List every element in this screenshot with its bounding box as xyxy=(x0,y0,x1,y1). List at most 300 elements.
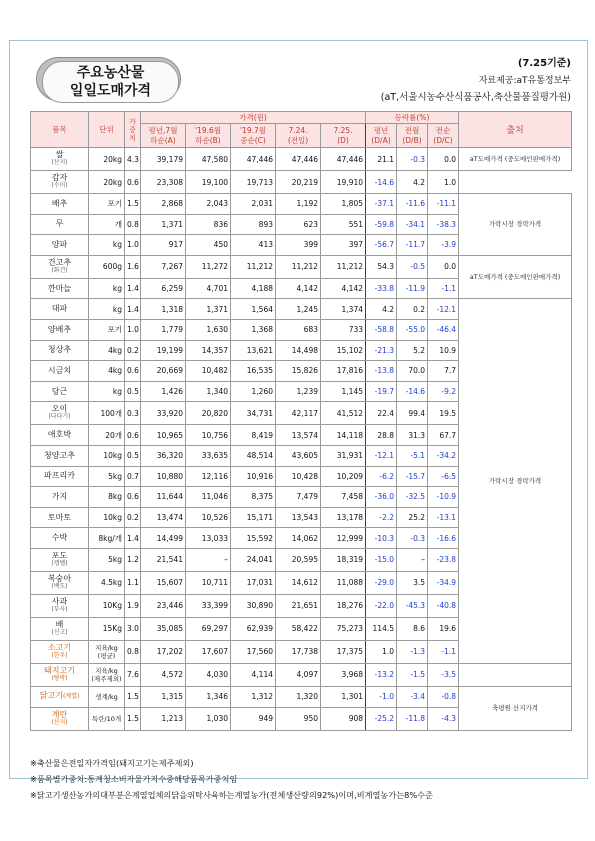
price-cell: 15,826 xyxy=(276,361,321,382)
rate-cell: 25.2 xyxy=(397,507,428,528)
rate-cell: -11.1 xyxy=(428,194,459,215)
price-cell: 21,541 xyxy=(141,548,186,571)
rate-cell: -1.0 xyxy=(366,686,397,707)
price-cell: 10,526 xyxy=(186,507,231,528)
rate-cell: -32.5 xyxy=(397,487,428,508)
price-cell: 399 xyxy=(276,235,321,256)
rate-cell: -56.7 xyxy=(366,235,397,256)
price-cell: 1,260 xyxy=(231,381,276,402)
item-name: 배추 xyxy=(31,194,89,215)
price-cell: 413 xyxy=(231,235,276,256)
price-cell: 12,999 xyxy=(321,528,366,549)
price-cell: 1,426 xyxy=(141,381,186,402)
price-cell: 1,239 xyxy=(276,381,321,402)
price-cell: 4,572 xyxy=(141,663,186,686)
table-row xyxy=(31,148,572,171)
price-cell: 4,701 xyxy=(186,278,231,299)
rate-cell: -13.1 xyxy=(428,507,459,528)
price-cell: 1,245 xyxy=(276,299,321,320)
rate-cell: 19.6 xyxy=(428,617,459,640)
price-cell: 17,816 xyxy=(321,361,366,382)
rate-cell: 21.1 xyxy=(366,148,397,171)
price-cell: 397 xyxy=(321,235,366,256)
price-cell: 551 xyxy=(321,214,366,235)
source-cell: 축평원 산지가격 xyxy=(459,686,572,730)
price-cell: 36,320 xyxy=(141,445,186,466)
price-cell: 20,595 xyxy=(276,548,321,571)
rate-cell: -59.8 xyxy=(366,214,397,235)
rate-cell: 114.5 xyxy=(366,617,397,640)
rate-cell: -40.8 xyxy=(428,594,459,617)
rate-cell: -36.0 xyxy=(366,487,397,508)
price-cell: 14,062 xyxy=(276,528,321,549)
item-name: 가지 xyxy=(31,487,89,508)
item-weight: 0.2 xyxy=(125,340,141,361)
item-weight: 1.6 xyxy=(125,255,141,278)
price-cell: 908 xyxy=(321,707,366,730)
price-cell: 30,890 xyxy=(231,594,276,617)
price-cell: 16,535 xyxy=(231,361,276,382)
rate-cell: -1.1 xyxy=(428,640,459,663)
item-weight: 0.6 xyxy=(125,425,141,446)
footnote-1: ※축산물은전일자가격임(돼지고기는제주제외) xyxy=(30,758,194,768)
price-cell: 10,880 xyxy=(141,466,186,487)
rate-cell: -6.2 xyxy=(366,466,397,487)
header-price-col-0: 평년,7월 하순(A) xyxy=(141,124,186,148)
price-cell: 11,212 xyxy=(321,255,366,278)
price-cell: 1,371 xyxy=(141,214,186,235)
item-unit: 지육/kg (제주제외) xyxy=(89,663,125,686)
rate-cell: -13.8 xyxy=(366,361,397,382)
price-cell: 47,446 xyxy=(231,148,276,171)
rate-cell: -11.9 xyxy=(397,278,428,299)
price-cell: 1,301 xyxy=(321,686,366,707)
item-weight: 1.2 xyxy=(125,548,141,571)
price-cell: 1,318 xyxy=(141,299,186,320)
header-source: 출처 xyxy=(459,112,572,148)
rate-cell: 67.7 xyxy=(428,425,459,446)
title-line-1: 주요농산물 xyxy=(76,65,145,81)
item-unit: 100개 xyxy=(89,402,125,425)
header-unit: 단위 xyxy=(89,112,125,148)
price-cell: 2,868 xyxy=(141,194,186,215)
price-cell: 1,340 xyxy=(186,381,231,402)
item-weight: 0.7 xyxy=(125,466,141,487)
item-weight: 1.4 xyxy=(125,278,141,299)
rate-cell: 0.2 xyxy=(397,299,428,320)
footnote-3: ※닭고기생산농가의대부분은계열업체의닭을위탁사육하는계열농가(전체생산량의92%)이며,비계열농가는8%수준 xyxy=(30,790,433,800)
header-price-group: 가격(원) xyxy=(141,112,366,124)
item-weight: 1.5 xyxy=(125,686,141,707)
rate-cell: -23.8 xyxy=(428,548,459,571)
price-cell: 19,100 xyxy=(186,171,231,194)
price-cell: 14,499 xyxy=(141,528,186,549)
rate-cell: -45.3 xyxy=(397,594,428,617)
price-cell: 4,097 xyxy=(276,663,321,686)
price-cell: 19,199 xyxy=(141,340,186,361)
item-name: 오이 (다다기) xyxy=(31,402,89,425)
price-cell: 13,574 xyxy=(276,425,321,446)
item-name: 애호박 xyxy=(31,425,89,446)
item-weight: 1.4 xyxy=(125,299,141,320)
price-cell: 1,374 xyxy=(321,299,366,320)
price-cell: 14,357 xyxy=(186,340,231,361)
price-cell: 13,474 xyxy=(141,507,186,528)
item-unit: 특란/10개 xyxy=(89,707,125,730)
rate-cell: -12.1 xyxy=(366,445,397,466)
price-cell: 17,202 xyxy=(141,640,186,663)
price-cell: 4,030 xyxy=(186,663,231,686)
item-name: 토마토 xyxy=(31,507,89,528)
rate-cell: 1.0 xyxy=(366,640,397,663)
table-row xyxy=(31,194,572,215)
footnote-2: ※품목별가중치:통계청소비자물가지수중해당품목가중치임 xyxy=(30,774,238,784)
price-cell: 35,085 xyxy=(141,617,186,640)
item-unit: 5kg xyxy=(89,466,125,487)
price-cell: 14,498 xyxy=(276,340,321,361)
rate-cell: -55.0 xyxy=(397,319,428,340)
price-cell: 1,312 xyxy=(231,686,276,707)
price-cell: – xyxy=(186,548,231,571)
item-unit: 4.5kg xyxy=(89,571,125,594)
rate-cell: 5.2 xyxy=(397,340,428,361)
price-cell: 10,428 xyxy=(276,466,321,487)
price-cell: 450 xyxy=(186,235,231,256)
item-unit: 생계/kg xyxy=(89,686,125,707)
item-name: 깐마늘 xyxy=(31,278,89,299)
price-cell: 950 xyxy=(276,707,321,730)
price-cell: 683 xyxy=(276,319,321,340)
price-cell: 13,178 xyxy=(321,507,366,528)
rate-cell: -34.2 xyxy=(428,445,459,466)
price-cell: 10,756 xyxy=(186,425,231,446)
price-cell: 31,931 xyxy=(321,445,366,466)
price-cell: 7,479 xyxy=(276,487,321,508)
item-name: 당근 xyxy=(31,381,89,402)
item-weight: 0.8 xyxy=(125,214,141,235)
price-cell: 12,116 xyxy=(186,466,231,487)
header-price-col-2: '19.7월 중순(C) xyxy=(231,124,276,148)
price-cell: 18,319 xyxy=(321,548,366,571)
price-cell: 17,560 xyxy=(231,640,276,663)
price-cell: 1,030 xyxy=(186,707,231,730)
item-weight: 3.0 xyxy=(125,617,141,640)
item-weight: 1.0 xyxy=(125,235,141,256)
rate-cell: – xyxy=(397,548,428,571)
price-cell: 8,419 xyxy=(231,425,276,446)
item-unit: 20kg xyxy=(89,148,125,171)
item-name: 포도 (캠벨) xyxy=(31,548,89,571)
price-cell: 14,612 xyxy=(276,571,321,594)
item-name: 감자 (수미) xyxy=(31,171,89,194)
price-cell: 20,820 xyxy=(186,402,231,425)
rate-cell: -19.7 xyxy=(366,381,397,402)
price-cell: 43,605 xyxy=(276,445,321,466)
item-name: 무 xyxy=(31,214,89,235)
price-cell: 24,041 xyxy=(231,548,276,571)
rate-cell: -4.3 xyxy=(428,707,459,730)
rate-cell: -10.9 xyxy=(428,487,459,508)
item-name: 파프리카 xyxy=(31,466,89,487)
table-row xyxy=(31,255,572,278)
price-cell: 33,635 xyxy=(186,445,231,466)
price-cell: 4,142 xyxy=(321,278,366,299)
item-weight: 1.5 xyxy=(125,194,141,215)
price-cell: 42,117 xyxy=(276,402,321,425)
item-weight: 0.6 xyxy=(125,487,141,508)
title-line-2: 일일도매가격 xyxy=(69,83,152,99)
rate-cell: -13.2 xyxy=(366,663,397,686)
price-cell: 4,188 xyxy=(231,278,276,299)
price-cell: 10,916 xyxy=(231,466,276,487)
item-weight: 1.9 xyxy=(125,594,141,617)
price-cell: 11,644 xyxy=(141,487,186,508)
rate-cell: 7.7 xyxy=(428,361,459,382)
item-unit: 4kg xyxy=(89,361,125,382)
price-cell: 1,630 xyxy=(186,319,231,340)
rate-cell: 3.5 xyxy=(397,571,428,594)
item-name: 시금치 xyxy=(31,361,89,382)
price-cell: 17,738 xyxy=(276,640,321,663)
item-weight: 1.4 xyxy=(125,528,141,549)
item-name: 돼지고기 (탕박) xyxy=(31,663,89,686)
item-name: 쌀 (산지) xyxy=(31,148,89,171)
price-cell: 19,713 xyxy=(231,171,276,194)
price-cell: 1,192 xyxy=(276,194,321,215)
price-cell: 1,320 xyxy=(276,686,321,707)
rate-cell: -11.8 xyxy=(397,707,428,730)
price-cell: 13,621 xyxy=(231,340,276,361)
item-name: 계란 (산지) xyxy=(31,707,89,730)
price-cell: 17,031 xyxy=(231,571,276,594)
item-weight: 1.0 xyxy=(125,319,141,340)
rate-cell: 8.6 xyxy=(397,617,428,640)
rate-cell: -22.0 xyxy=(366,594,397,617)
source-cell: 가락시장 경락가격 xyxy=(459,299,572,664)
price-cell: 1,145 xyxy=(321,381,366,402)
rate-cell: -37.1 xyxy=(366,194,397,215)
rate-cell: -3.5 xyxy=(428,663,459,686)
rate-cell: 70.0 xyxy=(397,361,428,382)
price-cell: 47,446 xyxy=(276,148,321,171)
price-cell: 1,368 xyxy=(231,319,276,340)
price-cell: 47,446 xyxy=(321,148,366,171)
item-unit: 10kg xyxy=(89,445,125,466)
table-row xyxy=(31,663,572,686)
price-cell: 1,805 xyxy=(321,194,366,215)
rate-cell: -1.5 xyxy=(397,663,428,686)
price-cell: 13,543 xyxy=(276,507,321,528)
price-cell: 2,031 xyxy=(231,194,276,215)
item-name: 소고기 (한우) xyxy=(31,640,89,663)
rate-cell: -2.2 xyxy=(366,507,397,528)
price-cell: 1,213 xyxy=(141,707,186,730)
rate-cell: 1.0 xyxy=(428,171,459,194)
source-cell: 가락시장 경락가격 xyxy=(459,194,572,256)
price-cell: 11,212 xyxy=(231,255,276,278)
header-rate-col-0: 평년 (D/A) xyxy=(366,124,397,148)
rate-cell: -1.3 xyxy=(397,640,428,663)
price-cell: 4,142 xyxy=(276,278,321,299)
price-cell: 21,651 xyxy=(276,594,321,617)
price-cell: 39,179 xyxy=(141,148,186,171)
price-cell: 11,212 xyxy=(276,255,321,278)
price-cell: 893 xyxy=(231,214,276,235)
item-unit: 포기 xyxy=(89,194,125,215)
rate-cell: -15.7 xyxy=(397,466,428,487)
price-cell: 41,512 xyxy=(321,402,366,425)
item-unit: 20개 xyxy=(89,425,125,446)
item-weight: 0.5 xyxy=(125,381,141,402)
price-cell: 13,033 xyxy=(186,528,231,549)
item-unit: 15Kg xyxy=(89,617,125,640)
price-cell: 6,259 xyxy=(141,278,186,299)
data-provider: 자료제공:aT유통정보부 xyxy=(478,76,571,86)
price-cell: 1,779 xyxy=(141,319,186,340)
price-cell: 917 xyxy=(141,235,186,256)
rate-cell: -46.4 xyxy=(428,319,459,340)
rate-cell: 19.5 xyxy=(428,402,459,425)
price-cell: 15,607 xyxy=(141,571,186,594)
header-rate-group: 등락률(%) xyxy=(366,112,459,124)
price-cell: 33,399 xyxy=(186,594,231,617)
item-weight: 7.6 xyxy=(125,663,141,686)
price-cell: 1,346 xyxy=(186,686,231,707)
price-cell: 62,939 xyxy=(231,617,276,640)
rate-cell: -38.3 xyxy=(428,214,459,235)
table-row xyxy=(31,171,572,194)
item-unit: 20kg xyxy=(89,171,125,194)
price-cell: 623 xyxy=(276,214,321,235)
price-cell: 10,482 xyxy=(186,361,231,382)
rate-cell: -14.6 xyxy=(397,381,428,402)
item-unit: 8kg/개 xyxy=(89,528,125,549)
price-cell: 3,968 xyxy=(321,663,366,686)
rate-cell: 54.3 xyxy=(366,255,397,278)
table-row xyxy=(31,299,572,320)
source-cell: aT도매가격 (중도매인판매가격) xyxy=(459,148,572,171)
price-cell: 1,371 xyxy=(186,299,231,320)
item-weight: 0.3 xyxy=(125,402,141,425)
price-cell: 15,592 xyxy=(231,528,276,549)
title-badge xyxy=(42,61,179,103)
header-price-col-4: 7.25. (D) xyxy=(321,124,366,148)
rate-cell: 28.8 xyxy=(366,425,397,446)
item-weight: 0.2 xyxy=(125,507,141,528)
price-cell: 7,267 xyxy=(141,255,186,278)
item-name: 복숭아 (백도) xyxy=(31,571,89,594)
date-label: (7.25기준) xyxy=(517,58,571,69)
price-cell: 23,308 xyxy=(141,171,186,194)
price-cell: 69,297 xyxy=(186,617,231,640)
price-cell: 15,171 xyxy=(231,507,276,528)
rate-cell: -3.4 xyxy=(397,686,428,707)
item-unit: 개 xyxy=(89,214,125,235)
item-unit: 지육/kg (평균) xyxy=(89,640,125,663)
rate-cell: 0.0 xyxy=(428,148,459,171)
data-sources: (aT,서울시농수산식품공사,축산물품질평가원) xyxy=(380,92,571,103)
price-cell: 23,446 xyxy=(141,594,186,617)
rate-cell: -0.3 xyxy=(397,528,428,549)
item-weight: 1.5 xyxy=(125,707,141,730)
rate-cell: -0.8 xyxy=(428,686,459,707)
price-cell: 19,910 xyxy=(321,171,366,194)
price-cell: 1,315 xyxy=(141,686,186,707)
price-cell: 10,711 xyxy=(186,571,231,594)
price-cell: 58,422 xyxy=(276,617,321,640)
price-cell: 949 xyxy=(231,707,276,730)
rate-cell: 31.3 xyxy=(397,425,428,446)
item-weight: 0.8 xyxy=(125,640,141,663)
price-cell: 11,088 xyxy=(321,571,366,594)
price-cell: 14,118 xyxy=(321,425,366,446)
item-name: 건고추 (화건) xyxy=(31,255,89,278)
item-unit: kg xyxy=(89,278,125,299)
item-unit: 8kg xyxy=(89,487,125,508)
item-name: 대파 xyxy=(31,299,89,320)
header-item: 품목 xyxy=(31,112,89,148)
rate-cell: 22.4 xyxy=(366,402,397,425)
item-name: 수박 xyxy=(31,528,89,549)
rate-cell: -5.1 xyxy=(397,445,428,466)
price-cell: 47,580 xyxy=(186,148,231,171)
rate-cell: -29.0 xyxy=(366,571,397,594)
rate-cell: -0.3 xyxy=(397,148,428,171)
price-cell: 733 xyxy=(321,319,366,340)
table-row xyxy=(31,686,572,707)
header-price-col-3: 7.24. (전일) xyxy=(276,124,321,148)
rate-cell: -1.1 xyxy=(428,278,459,299)
rate-cell: -25.2 xyxy=(366,707,397,730)
rate-cell: -0.5 xyxy=(397,255,428,278)
rate-cell: -14.6 xyxy=(366,171,397,194)
rate-cell: -15.0 xyxy=(366,548,397,571)
header-weight: 가중치 xyxy=(125,112,141,148)
price-cell: 1,564 xyxy=(231,299,276,320)
price-cell: 15,102 xyxy=(321,340,366,361)
rate-cell: -58.8 xyxy=(366,319,397,340)
rate-cell: -12.1 xyxy=(428,299,459,320)
item-unit: 포기 xyxy=(89,319,125,340)
price-cell: 33,920 xyxy=(141,402,186,425)
item-name: 양파 xyxy=(31,235,89,256)
price-cell: 48,514 xyxy=(231,445,276,466)
rate-cell: -21.3 xyxy=(366,340,397,361)
rate-cell: 4.2 xyxy=(397,171,428,194)
item-unit: kg xyxy=(89,381,125,402)
rate-cell: -11.6 xyxy=(397,194,428,215)
item-name: 양배추 xyxy=(31,319,89,340)
rate-cell: -33.8 xyxy=(366,278,397,299)
footnotes xyxy=(30,755,433,803)
price-cell: 20,669 xyxy=(141,361,186,382)
price-table xyxy=(30,111,572,731)
price-cell: 2,043 xyxy=(186,194,231,215)
item-name: 청양고추 xyxy=(31,445,89,466)
price-cell: 10,209 xyxy=(321,466,366,487)
rate-cell: -11.7 xyxy=(397,235,428,256)
rate-cell: -6.5 xyxy=(428,466,459,487)
rate-cell: -34.9 xyxy=(428,571,459,594)
rate-cell: 99.4 xyxy=(397,402,428,425)
price-cell: 75,273 xyxy=(321,617,366,640)
item-weight: 0.5 xyxy=(125,445,141,466)
item-weight: 0.6 xyxy=(125,171,141,194)
price-cell: 7,458 xyxy=(321,487,366,508)
rate-cell: -10.3 xyxy=(366,528,397,549)
rate-cell: -34.1 xyxy=(397,214,428,235)
price-cell: 836 xyxy=(186,214,231,235)
